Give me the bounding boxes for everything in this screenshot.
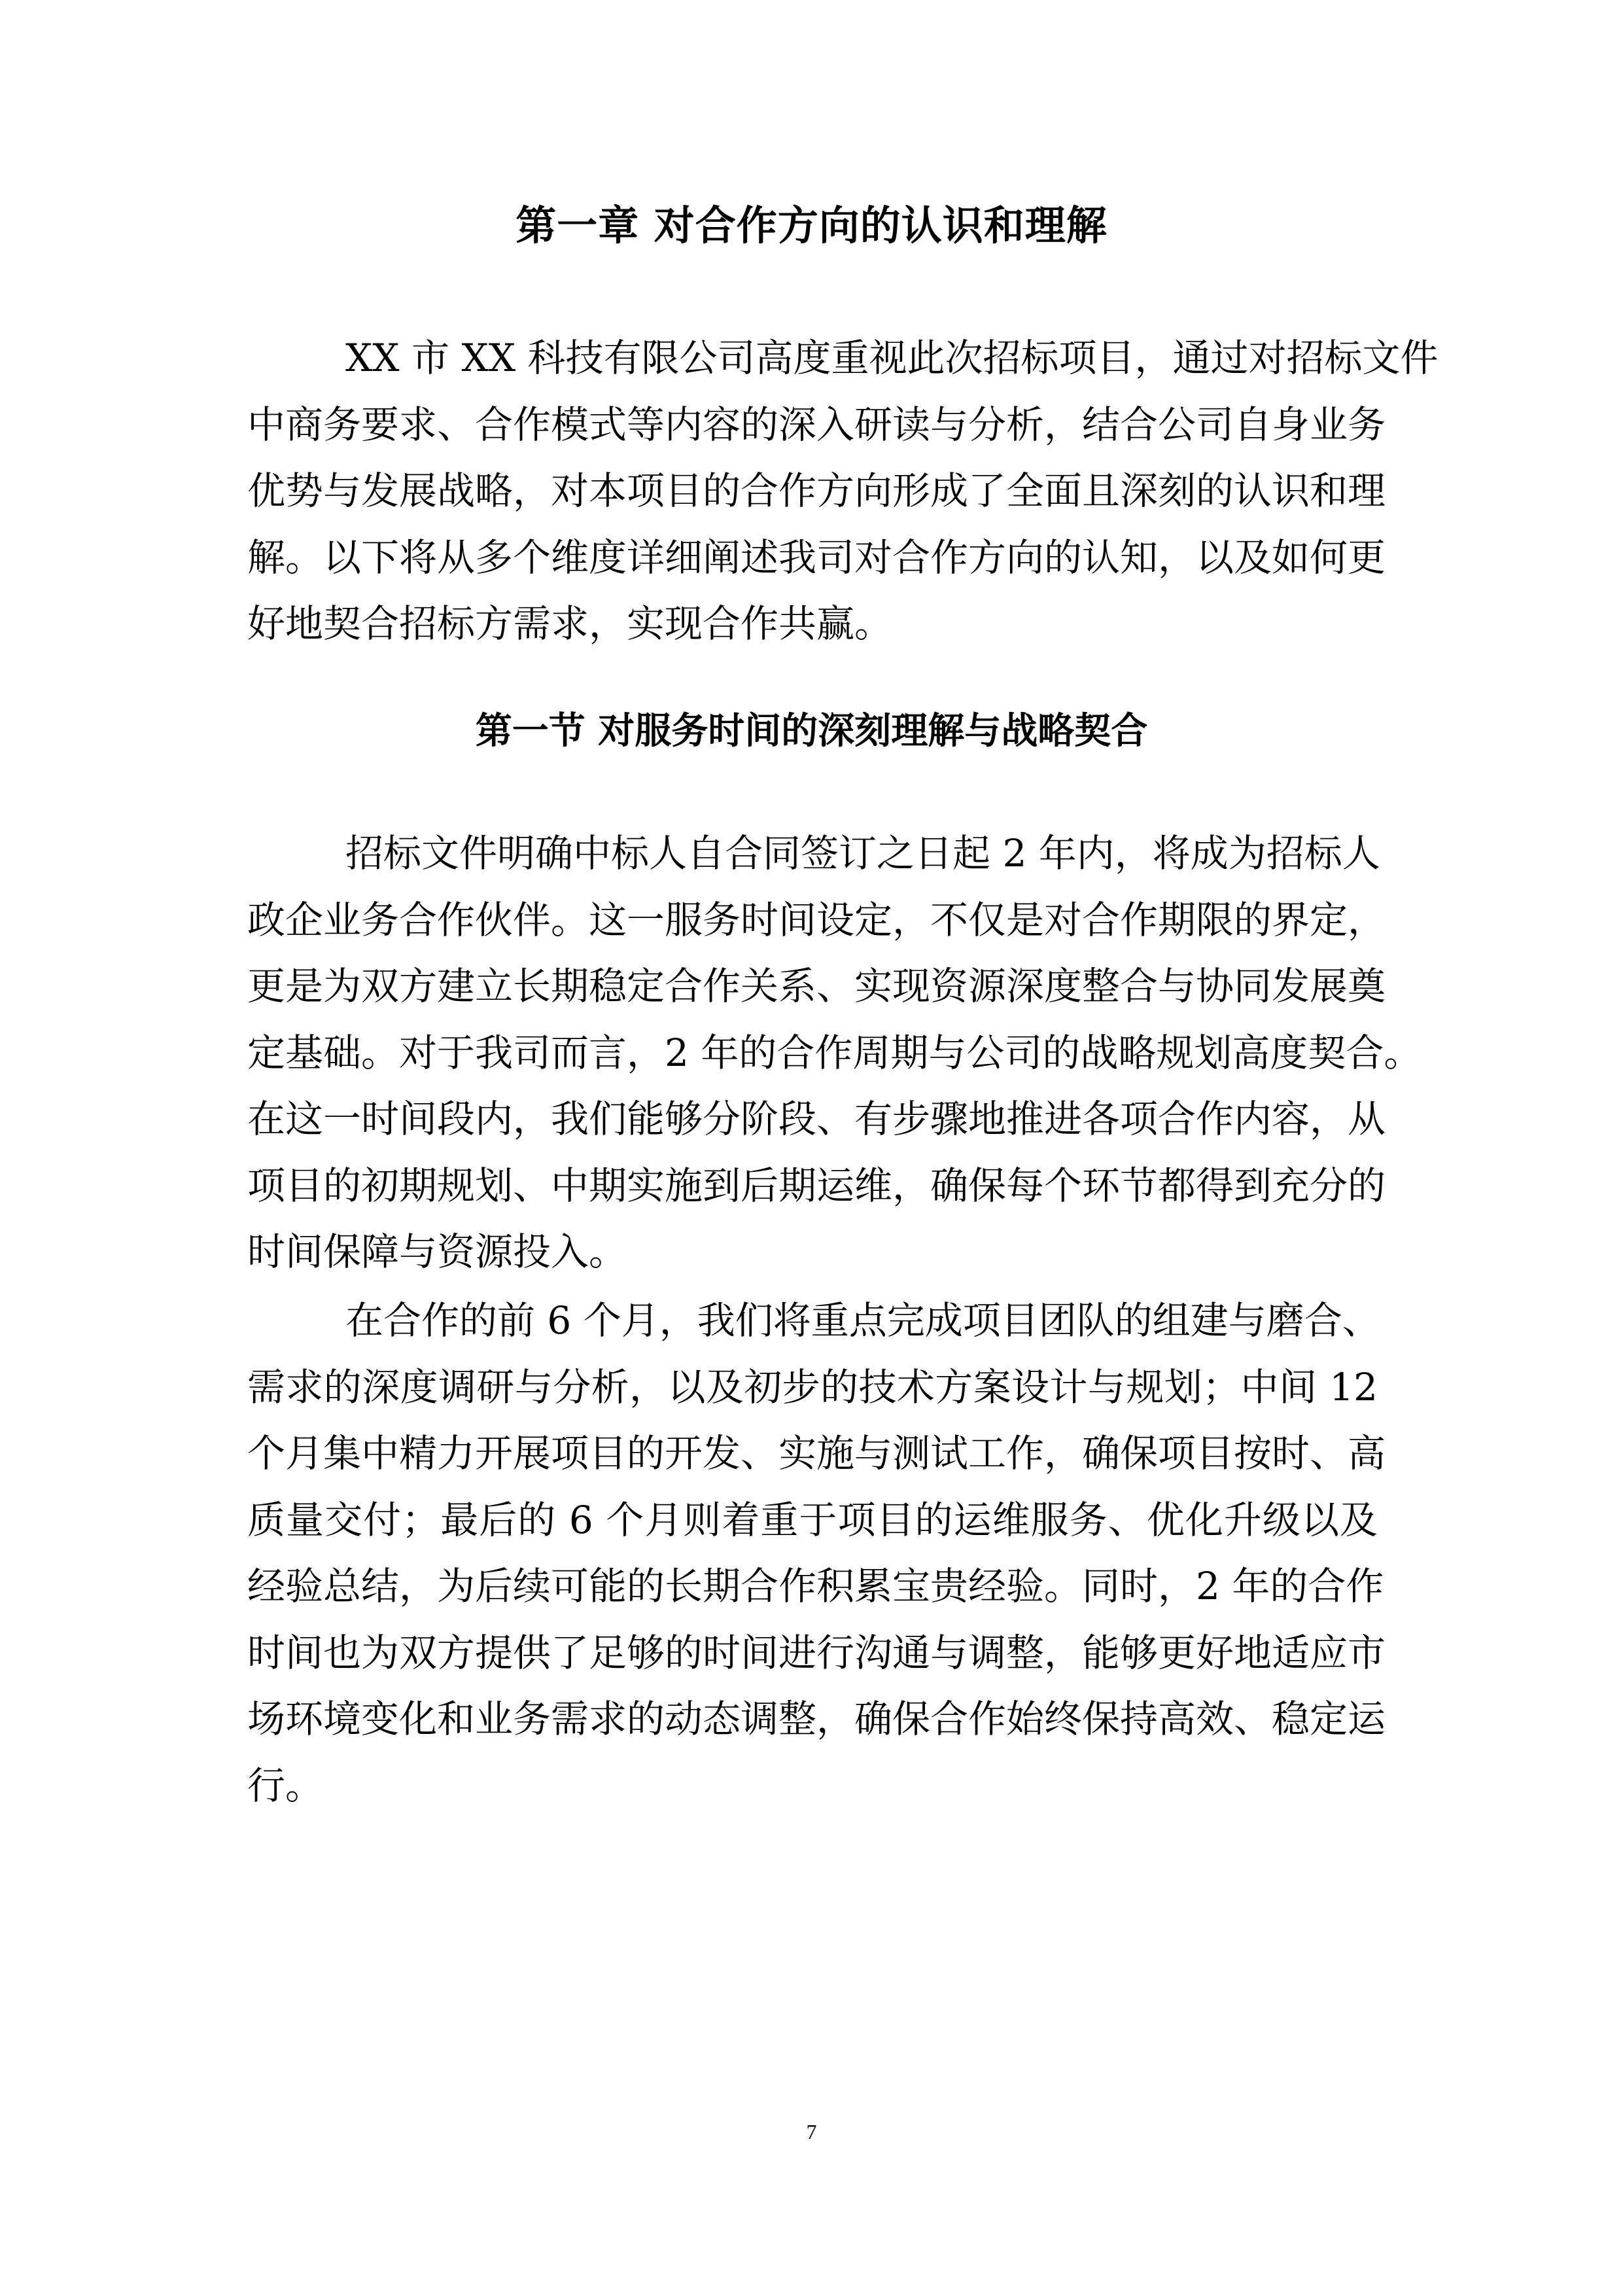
service-time-paragraph	[247, 821, 1422, 1286]
paragraph-line: 政企业务合作伙伴。这一服务时间设定，不仅是对合作期限的界定，	[247, 897, 1386, 942]
paragraph-line: 项目的初期规划、中期实施到后期运维，确保每个环节都得到充分的	[247, 1163, 1386, 1208]
phases-paragraph	[247, 1288, 1386, 1819]
paragraph-line: 更是为双方建立长期稳定合作关系、实现资源深度整合与协同发展奠	[247, 964, 1386, 1008]
paragraph-line: 时间也为双方提供了足够的时间进行沟通与调整，能够更好地适应市	[247, 1630, 1386, 1675]
paragraph-line: 质量交付；最后的 6 个月则着重于项目的运维服务、优化升级以及	[247, 1497, 1378, 1542]
paragraph-line: 定基础。对于我司而言，2 年的合作周期与公司的战略规划高度契合。	[247, 1030, 1422, 1075]
paragraph-line: 优势与发展战略，对本项目的合作方向形成了全面且深刻的认识和理	[247, 468, 1386, 513]
paragraph-line: 经验总结，为后续可能的长期合作积累宝贵经验。同时，2 年的合作	[247, 1564, 1384, 1608]
paragraph-line: 行。	[247, 1763, 324, 1808]
paragraph-line: 需求的深度调研与分析，以及初步的技术方案设计与规划；中间 12	[247, 1364, 1378, 1409]
paragraph-line: 在合作的前 6 个月，我们将重点完成项目团队的组建与磨合、	[345, 1298, 1380, 1343]
paragraph-line: 招标文件明确中标人自合同签订之日起 2 年内，将成为招标人	[345, 831, 1380, 875]
paragraph-line: 个月集中精力开展项目的开发、实施与测试工作，确保项目按时、高	[247, 1431, 1386, 1475]
paragraph-line: 时间保障与资源投入。	[247, 1229, 627, 1274]
paragraph-line: 中商务要求、合作模式等内容的深入研读与分析，结合公司自身业务	[247, 402, 1386, 447]
paragraph-line: 场环境变化和业务需求的动态调整，确保合作始终保持高效、稳定运	[247, 1697, 1386, 1741]
paragraph-line: XX 市 XX 科技有限公司高度重视此次招标项目，通过对招标文件	[345, 336, 1439, 380]
chapter-title: 第一章 对合作方向的认识和理解	[515, 202, 1108, 249]
intro-paragraph	[247, 325, 1439, 658]
section-title: 第一节 对服务时间的深刻理解与战略契合	[475, 710, 1148, 752]
paragraph-line: 好地契合招标方需求，实现合作共赢。	[247, 601, 893, 646]
paragraph-line: 在这一时间段内，我们能够分阶段、有步骤地推进各项合作内容，从	[247, 1097, 1386, 1141]
page-number: 7	[806, 2120, 817, 2144]
paragraph-line: 解。以下将从多个维度详细阐述我司对合作方向的认知，以及如何更	[247, 535, 1386, 580]
